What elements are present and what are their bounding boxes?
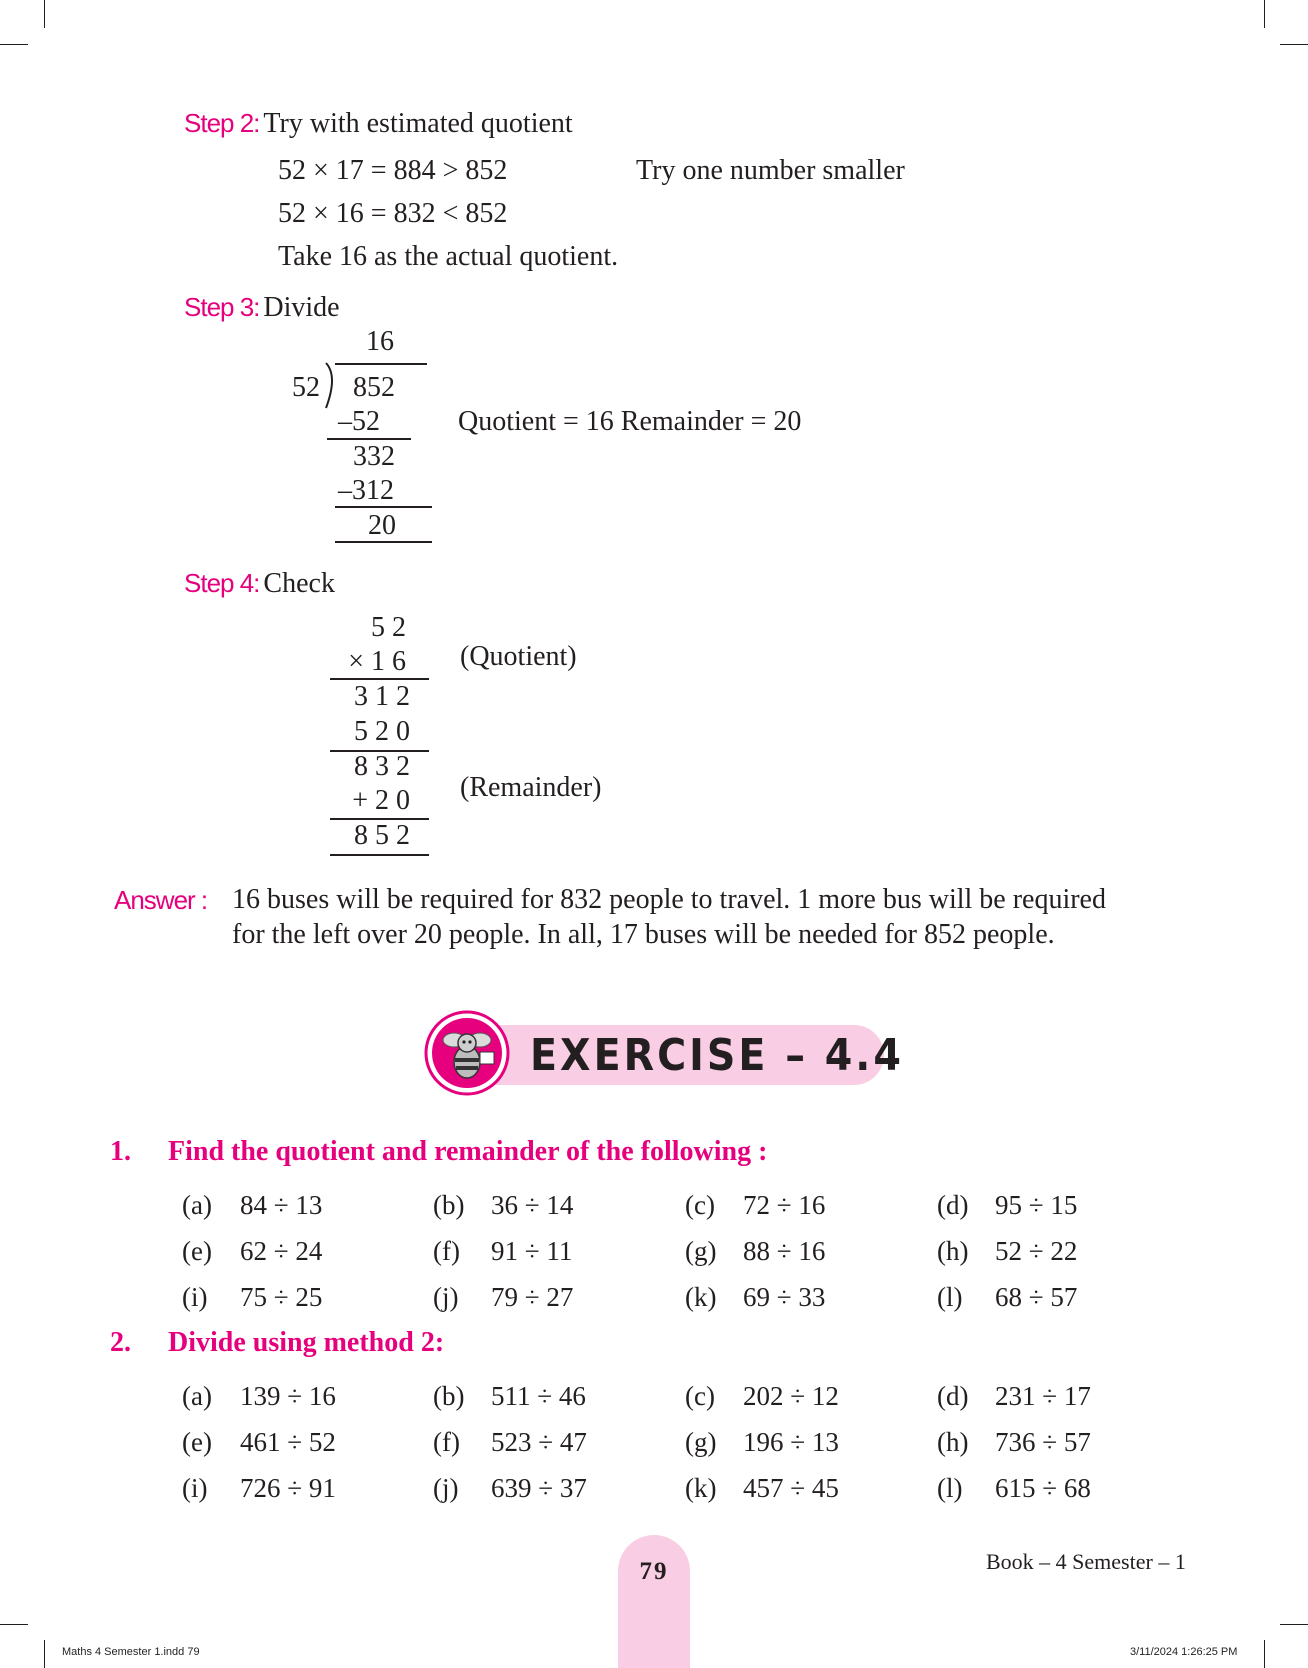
exercise-item-label: (l) bbox=[937, 1282, 963, 1312]
exercise-item-label: (j) bbox=[433, 1473, 459, 1503]
exercise-item bbox=[937, 1473, 1091, 1504]
exercise-item bbox=[433, 1427, 587, 1458]
answer-line1: 16 buses will be required for 832 people to travel. 1 more bus will be required bbox=[232, 884, 1106, 915]
exercise-item-label: (d) bbox=[937, 1381, 969, 1411]
exercise-item-expression: 68 ÷ 57 bbox=[995, 1282, 1078, 1312]
step2-line3: Take 16 as the actual quotient. bbox=[278, 241, 619, 272]
exercise-item bbox=[937, 1282, 1077, 1313]
division-remainder: 20 bbox=[368, 510, 396, 541]
step3-label: Step 3: bbox=[184, 292, 260, 322]
step4-label: Step 4: bbox=[184, 568, 260, 598]
answer-line2: for the left over 20 people. In all, 17 buses will be needed for 852 people. bbox=[232, 919, 1055, 950]
check-row6: + 2 0 bbox=[352, 785, 410, 816]
slug-filename: Maths 4 Semester 1.indd 79 bbox=[62, 1646, 200, 1658]
step2-label: Step 2: bbox=[184, 108, 260, 138]
q2-number: 2. bbox=[110, 1327, 131, 1358]
exercise-item-label: (k) bbox=[685, 1282, 717, 1312]
exercise-item-expression: 726 ÷ 91 bbox=[240, 1473, 336, 1503]
crop-mark bbox=[1264, 0, 1265, 28]
check-line bbox=[330, 854, 429, 856]
bee-mascot-icon bbox=[424, 1010, 510, 1096]
exercise-item-expression: 461 ÷ 52 bbox=[240, 1427, 336, 1457]
step2-title: Try with estimated quotient bbox=[263, 108, 573, 139]
check-row4: 5 2 0 bbox=[354, 716, 410, 747]
page-number-tab bbox=[618, 1535, 690, 1668]
exercise-item bbox=[685, 1473, 839, 1504]
exercise-item-label: (f) bbox=[433, 1236, 460, 1266]
exercise-item-label: (c) bbox=[685, 1381, 715, 1411]
exercise-item bbox=[433, 1190, 573, 1221]
exercise-item-expression: 84 ÷ 13 bbox=[240, 1190, 323, 1220]
exercise-item-label: (f) bbox=[433, 1427, 460, 1457]
exercise-item-expression: 91 ÷ 11 bbox=[491, 1236, 573, 1266]
exercise-item-expression: 52 ÷ 22 bbox=[995, 1236, 1078, 1266]
exercise-item-label: (b) bbox=[433, 1381, 465, 1411]
division-result: Quotient = 16 Remainder = 20 bbox=[458, 406, 802, 437]
answer-label: Answer : bbox=[114, 885, 208, 915]
exercise-item bbox=[182, 1236, 322, 1267]
step3-heading bbox=[184, 292, 340, 324]
exercise-item-expression: 139 ÷ 16 bbox=[240, 1381, 336, 1411]
check-row1: 5 2 bbox=[371, 612, 406, 643]
exercise-item-expression: 736 ÷ 57 bbox=[995, 1427, 1091, 1457]
exercise-item bbox=[685, 1381, 839, 1412]
division-quotient: 16 bbox=[366, 326, 394, 357]
exercise-item bbox=[182, 1473, 336, 1504]
exercise-item-expression: 88 ÷ 16 bbox=[743, 1236, 826, 1266]
step2-line1: 52 × 17 = 884 > 852 bbox=[278, 155, 508, 186]
exercise-item-expression: 202 ÷ 12 bbox=[743, 1381, 839, 1411]
crop-mark bbox=[1280, 44, 1308, 45]
exercise-item-label: (d) bbox=[937, 1190, 969, 1220]
step3-title: Divide bbox=[263, 292, 340, 323]
exercise-item-expression: 69 ÷ 33 bbox=[743, 1282, 826, 1312]
step4-title: Check bbox=[263, 568, 335, 599]
exercise-item bbox=[433, 1473, 587, 1504]
exercise-item-expression: 72 ÷ 16 bbox=[743, 1190, 826, 1220]
exercise-item-label: (i) bbox=[182, 1282, 208, 1312]
exercise-item-label: (a) bbox=[182, 1381, 212, 1411]
step2-heading bbox=[184, 108, 573, 140]
exercise-item bbox=[182, 1190, 322, 1221]
exercise-item-label: (e) bbox=[182, 1236, 212, 1266]
crop-mark bbox=[44, 0, 45, 28]
exercise-item-expression: 79 ÷ 27 bbox=[491, 1282, 574, 1312]
q2-text: Divide using method 2: bbox=[168, 1327, 445, 1358]
check-row7: 8 5 2 bbox=[354, 820, 410, 851]
exercise-item-expression: 75 ÷ 25 bbox=[240, 1282, 323, 1312]
exercise-item-label: (e) bbox=[182, 1427, 212, 1457]
exercise-item bbox=[937, 1381, 1091, 1412]
exercise-item-label: (b) bbox=[433, 1190, 465, 1220]
exercise-item-label: (j) bbox=[433, 1282, 459, 1312]
slug-timestamp: 3/11/2024 1:26:25 PM bbox=[1130, 1646, 1238, 1658]
check-remainder-note: (Remainder) bbox=[460, 772, 602, 803]
division-line bbox=[335, 541, 432, 543]
exercise-item-expression: 639 ÷ 37 bbox=[491, 1473, 587, 1503]
exercise-item-label: (i) bbox=[182, 1473, 208, 1503]
exercise-item-expression: 511 ÷ 46 bbox=[491, 1381, 586, 1411]
crop-mark bbox=[1280, 1624, 1308, 1625]
division-bracket bbox=[322, 362, 338, 412]
division-dividend: 852 bbox=[353, 372, 395, 403]
division-bar bbox=[335, 363, 427, 365]
exercise-item-expression: 62 ÷ 24 bbox=[240, 1236, 323, 1266]
exercise-item-label: (c) bbox=[685, 1190, 715, 1220]
exercise-item-expression: 523 ÷ 47 bbox=[491, 1427, 587, 1457]
check-row5: 8 3 2 bbox=[354, 751, 410, 782]
exercise-item-label: (a) bbox=[182, 1190, 212, 1220]
exercise-item-expression: 457 ÷ 45 bbox=[743, 1473, 839, 1503]
crop-mark bbox=[0, 44, 28, 45]
exercise-item-label: (g) bbox=[685, 1427, 717, 1457]
exercise-title: EXERCISE – 4.4 bbox=[530, 1030, 904, 1081]
crop-mark bbox=[1264, 1640, 1265, 1668]
division-sub1: –52 bbox=[338, 406, 380, 437]
check-quotient-note: (Quotient) bbox=[460, 641, 577, 672]
exercise-item-label: (k) bbox=[685, 1473, 717, 1503]
division-mid: 332 bbox=[353, 441, 395, 472]
exercise-item bbox=[433, 1381, 586, 1412]
exercise-item bbox=[685, 1236, 825, 1267]
exercise-item-label: (h) bbox=[937, 1427, 969, 1457]
exercise-item-label: (g) bbox=[685, 1236, 717, 1266]
crop-mark bbox=[44, 1640, 45, 1668]
check-row2: × 1 6 bbox=[348, 646, 406, 677]
check-row3: 3 1 2 bbox=[354, 681, 410, 712]
exercise-item bbox=[937, 1427, 1091, 1458]
page-number: 79 bbox=[639, 1558, 669, 1585]
exercise-item bbox=[433, 1282, 573, 1313]
exercise-item bbox=[182, 1427, 336, 1458]
exercise-item bbox=[182, 1282, 322, 1313]
exercise-item bbox=[685, 1427, 839, 1458]
exercise-item-expression: 231 ÷ 17 bbox=[995, 1381, 1091, 1411]
q1-text: Find the quotient and remainder of the following : bbox=[168, 1136, 768, 1167]
exercise-item-expression: 36 ÷ 14 bbox=[491, 1190, 574, 1220]
step2-line2: 52 × 16 = 832 < 852 bbox=[278, 198, 508, 229]
exercise-item-expression: 196 ÷ 13 bbox=[743, 1427, 839, 1457]
check-line bbox=[330, 678, 429, 680]
exercise-item-expression: 615 ÷ 68 bbox=[995, 1473, 1091, 1503]
division-sub2: –312 bbox=[338, 475, 394, 506]
crop-mark bbox=[0, 1624, 28, 1625]
exercise-item bbox=[182, 1381, 336, 1412]
exercise-item bbox=[937, 1236, 1077, 1267]
exercise-item bbox=[685, 1282, 825, 1313]
exercise-item-label: (h) bbox=[937, 1236, 969, 1266]
division-line bbox=[335, 506, 432, 508]
division-line bbox=[327, 438, 411, 440]
step2-note: Try one number smaller bbox=[636, 155, 905, 186]
exercise-item bbox=[937, 1190, 1077, 1221]
exercise-item bbox=[433, 1236, 572, 1267]
book-info: Book – 4 Semester – 1 bbox=[986, 1549, 1186, 1574]
exercise-item-expression: 95 ÷ 15 bbox=[995, 1190, 1078, 1220]
q1-number: 1. bbox=[110, 1136, 131, 1167]
exercise-item-label: (l) bbox=[937, 1473, 963, 1503]
step4-heading bbox=[184, 568, 335, 600]
exercise-item bbox=[685, 1190, 825, 1221]
division-divisor: 52 bbox=[292, 372, 320, 403]
